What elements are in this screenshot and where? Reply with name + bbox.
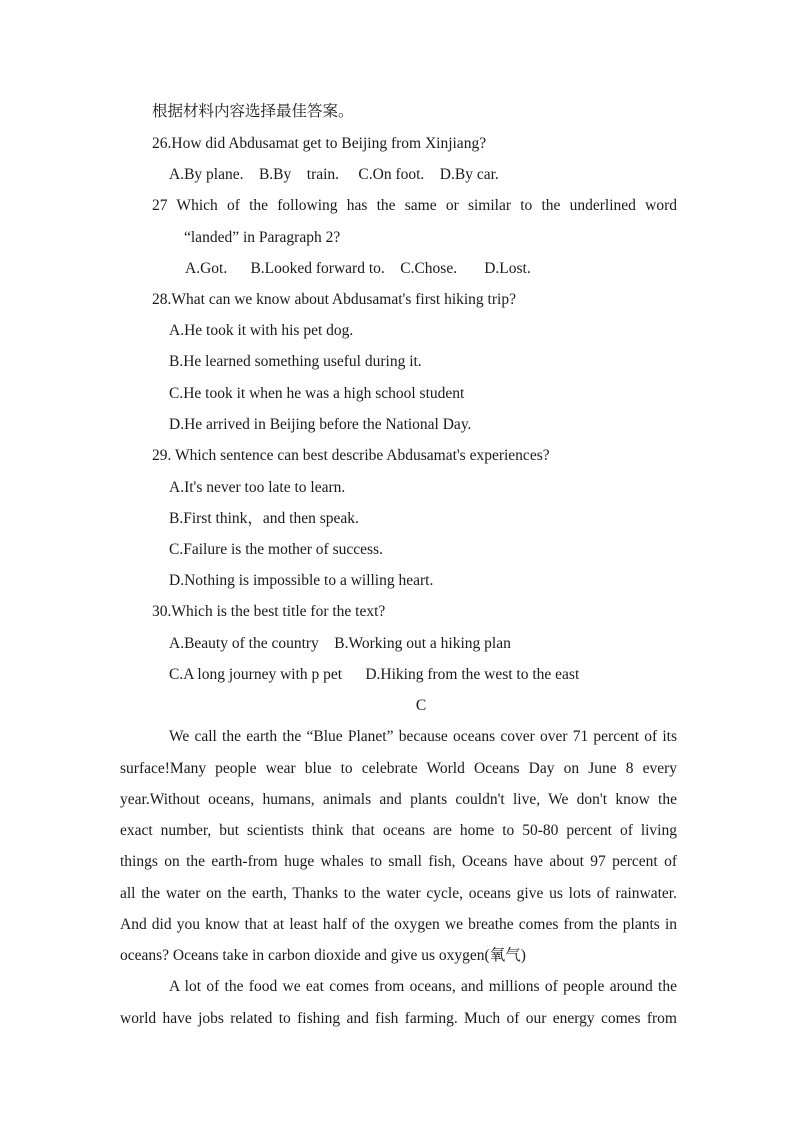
question-28-option-d: D.He arrived in Beijing before the National Day. bbox=[169, 416, 472, 433]
passage-p2-line1: A lot of the food we eat comes from oceans, and millions of people around the bbox=[169, 978, 677, 995]
question-29-stem: 29. Which sentence can best describe Abdusamat's experiences? bbox=[152, 447, 550, 464]
question-28-stem: 28.What can we know about Abdusamat's first hiking trip? bbox=[152, 291, 516, 308]
passage-p1-line8: oceans? Oceans take in carbon dioxide and give us oxygen(氧气) bbox=[120, 947, 526, 964]
question-28-option-c: C.He took it when he was a high school student bbox=[169, 385, 465, 402]
question-27-stem-line2: “landed” in Paragraph 2? bbox=[184, 229, 341, 246]
passage-p1-line5: things on the earth-from huge whales to small fish, Oceans have about 97 percent of bbox=[120, 853, 677, 870]
question-30-options-row2: C.A long journey with p pet D.Hiking from the west to the east bbox=[169, 666, 580, 683]
passage-p1-line4: exact number, but scientists think that oceans are home to 50-80 percent of living bbox=[120, 822, 677, 839]
question-28-option-b: B.He learned something useful during it. bbox=[169, 353, 422, 370]
question-26-options: A.By plane. B.By train. C.On foot. D.By car. bbox=[169, 166, 499, 183]
instruction: 根据材料内容选择最佳答案。 bbox=[152, 103, 354, 120]
section-label: C bbox=[415, 697, 427, 714]
passage-p1-line7: And did you know that at least half of the oxygen we breathe comes from the plants in bbox=[120, 916, 677, 933]
question-29-option-a: A.It's never too late to learn. bbox=[169, 479, 346, 496]
question-30-stem: 30.Which is the best title for the text? bbox=[152, 603, 386, 620]
question-29-option-b: B.First think，and then speak. bbox=[169, 510, 359, 527]
passage-p2-line2: world have jobs related to fishing and fish farming. Much of our energy comes from bbox=[120, 1010, 677, 1027]
question-27-stem-line1: 27 Which of the following has the same or similar to the underlined word bbox=[152, 197, 677, 214]
question-26-stem: 26.How did Abdusamat get to Beijing from Xinjiang? bbox=[152, 135, 487, 152]
question-29-option-c: C.Failure is the mother of success. bbox=[169, 541, 383, 558]
passage-p1-line2: surface!Many people wear blue to celebrate World Oceans Day on June 8 every bbox=[120, 760, 677, 777]
passage-p1-line3: year.Without oceans, humans, animals and plants couldn't live, We don't know the bbox=[120, 791, 677, 808]
question-30-options-row1: A.Beauty of the country B.Working out a hiking plan bbox=[169, 635, 511, 652]
passage-p1-line1: We call the earth the “Blue Planet” because oceans cover over 71 percent of its bbox=[169, 728, 677, 745]
passage-p1-line6: all the water on the earth, Thanks to the water cycle, oceans give us lots of rainwater. bbox=[120, 885, 677, 902]
question-28-option-a: A.He took it with his pet dog. bbox=[169, 322, 354, 339]
question-27-options: A.Got. B.Looked forward to. C.Chose. D.Lost. bbox=[185, 260, 531, 277]
question-29-option-d: D.Nothing is impossible to a willing heart. bbox=[169, 572, 434, 589]
